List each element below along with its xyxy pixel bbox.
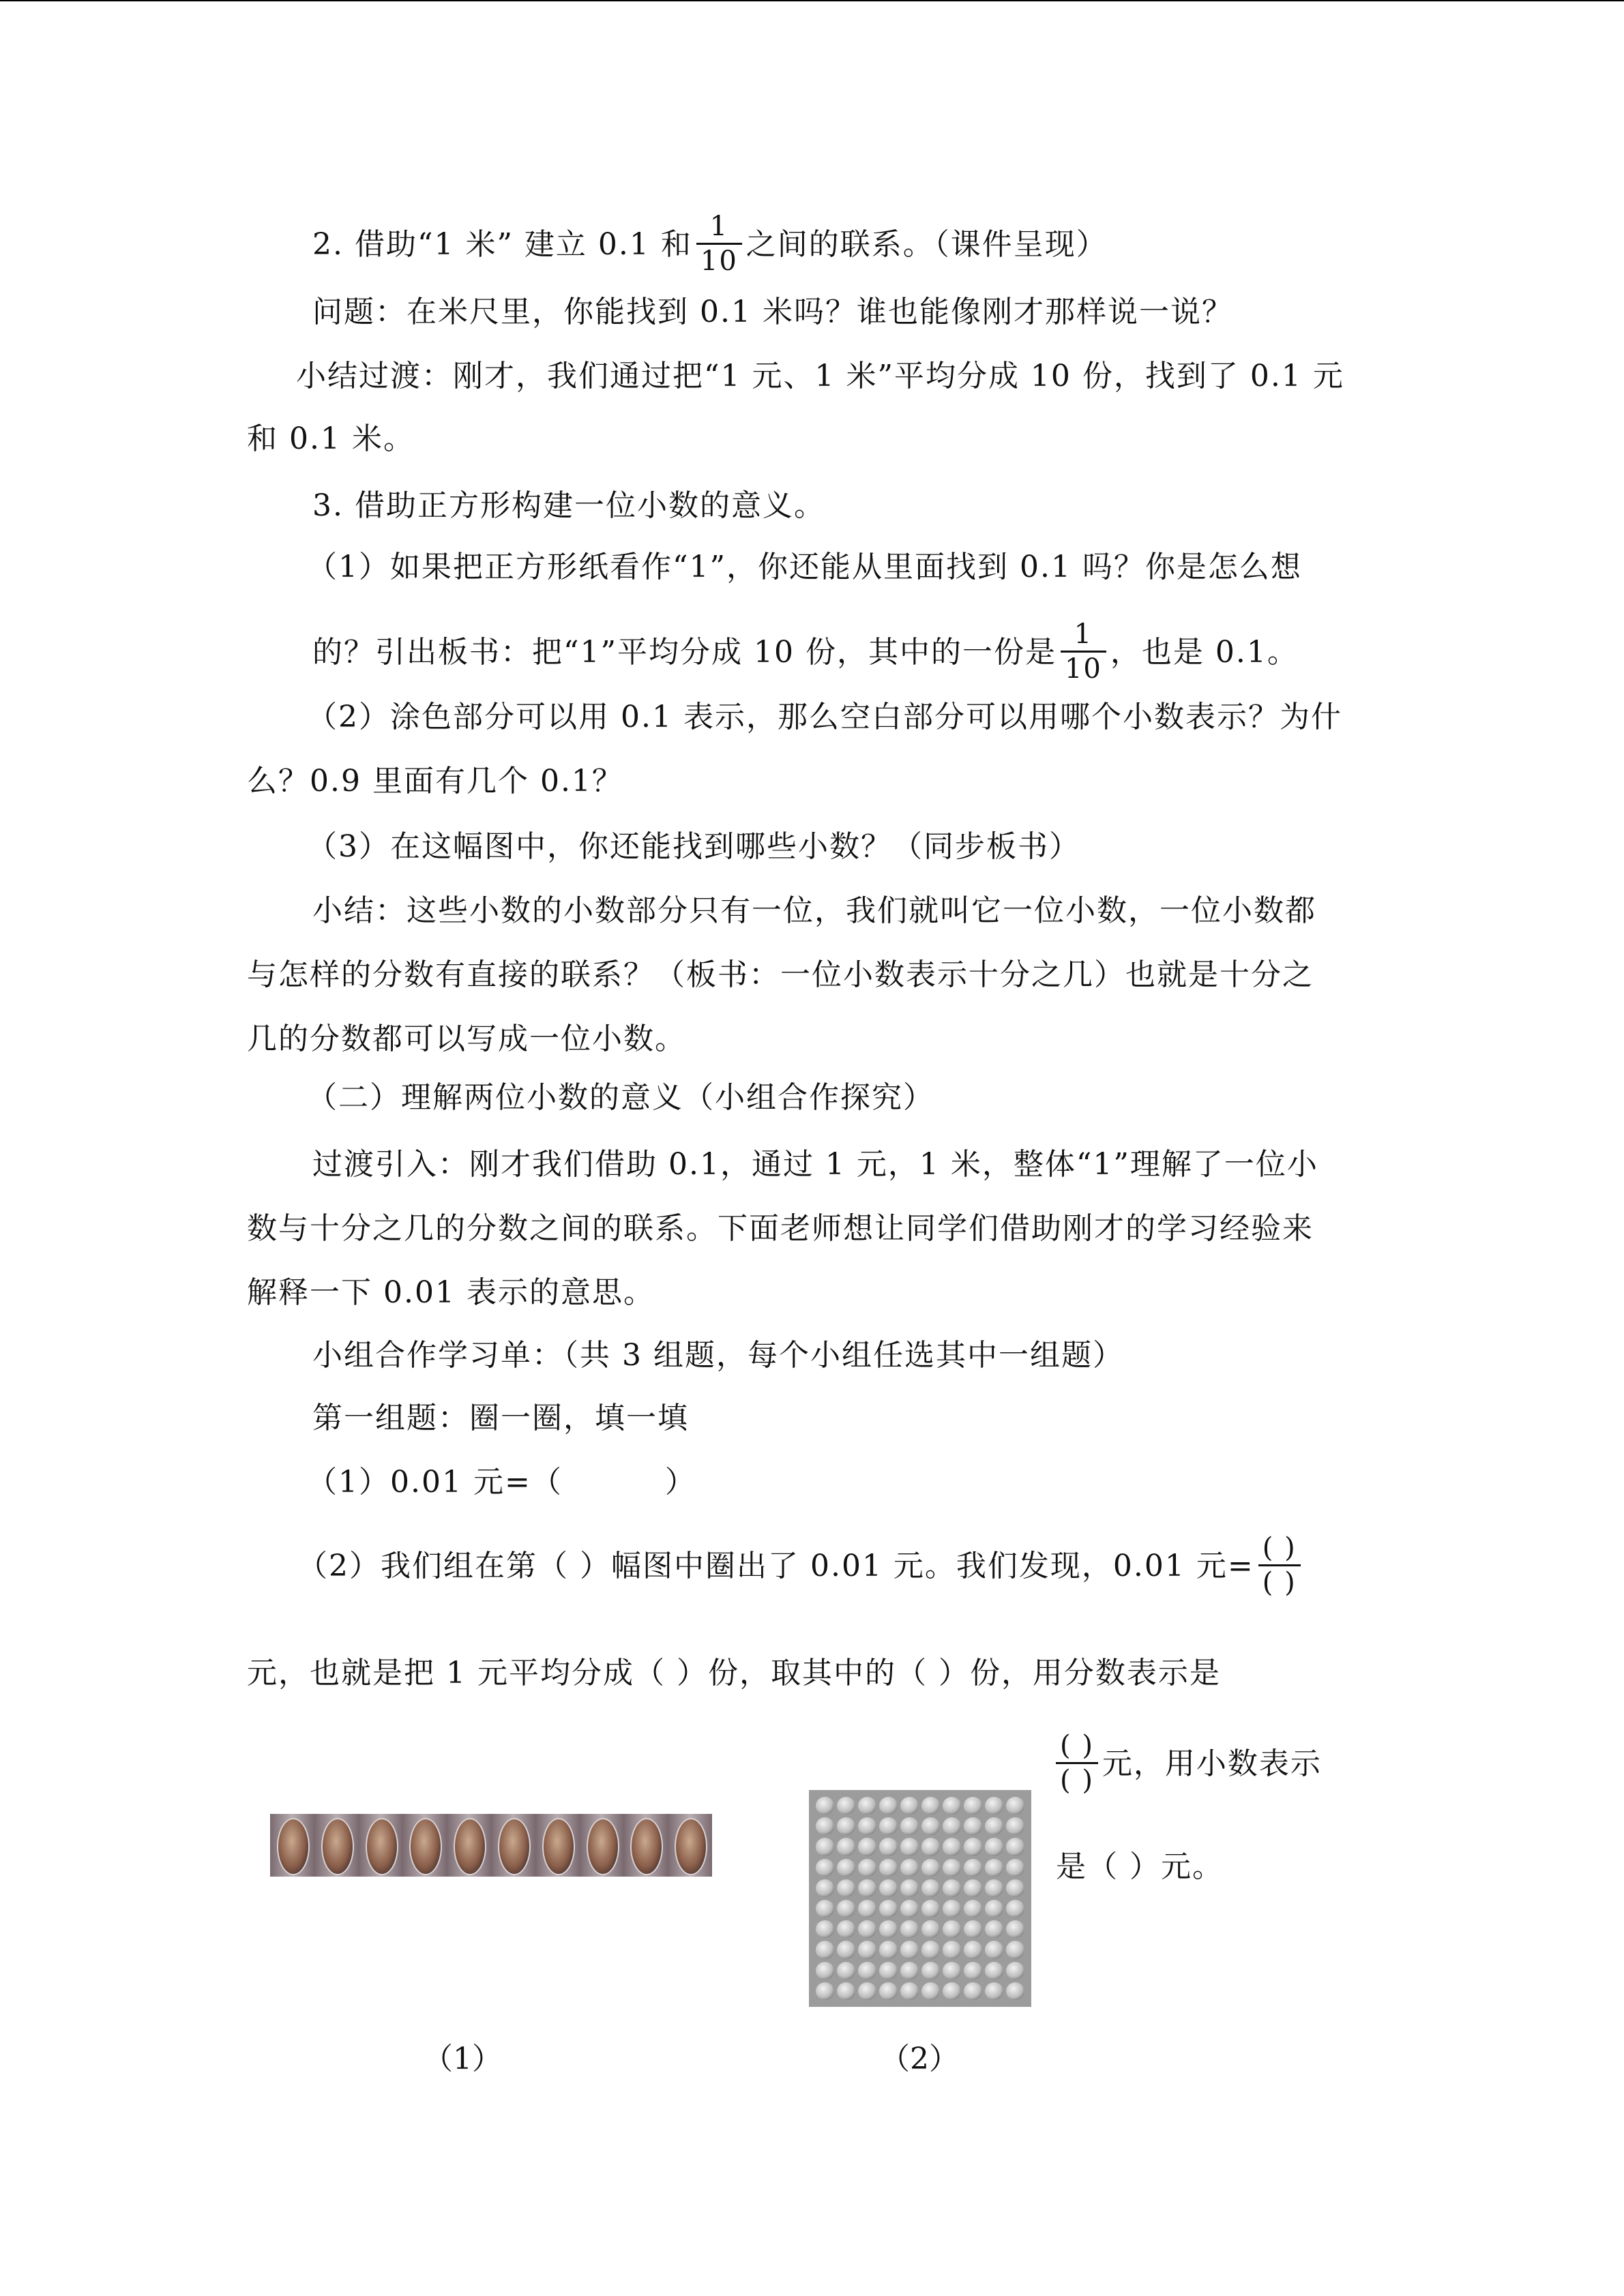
cent-coin-image bbox=[1006, 1920, 1024, 1938]
cent-coin-image bbox=[1006, 1962, 1024, 1980]
group-1-question-2-line-c bbox=[1056, 1732, 1322, 1800]
cent-coin-image bbox=[879, 1797, 898, 1815]
cent-coin-image bbox=[985, 1859, 1003, 1877]
cent-coin-image bbox=[1006, 1859, 1024, 1877]
hundred-one-cent-coins-image bbox=[809, 1790, 1031, 2007]
subsection-heading: （二）理解两位小数的意义（小组合作探究） bbox=[307, 1080, 934, 1115]
cent-coin-image bbox=[943, 1817, 961, 1835]
cent-coin-image bbox=[921, 1900, 940, 1918]
group-1-question-2-line-d: 是（ ）元。 bbox=[1056, 1849, 1224, 1884]
cent-coin-image bbox=[900, 1797, 919, 1815]
cent-coin-image bbox=[985, 1941, 1003, 1958]
text: 的？引出板书：把“1”平均分成 10 份，其中的一份是 bbox=[312, 635, 1057, 670]
cent-coin-image bbox=[921, 1941, 940, 1958]
cent-coin-image bbox=[943, 1962, 961, 1980]
cent-coin-image bbox=[943, 1900, 961, 1918]
part-1-line-b bbox=[312, 618, 1299, 688]
cent-coin-image bbox=[985, 1920, 1003, 1938]
cent-coin-image bbox=[985, 1817, 1003, 1835]
coin-image bbox=[535, 1814, 580, 1877]
cent-coin-image bbox=[964, 1879, 982, 1897]
cent-coin-image bbox=[879, 1920, 898, 1938]
summary-2-line-a: 小结：这些小数的小数部分只有一位，我们就叫它一位小数，一位小数都 bbox=[312, 893, 1316, 928]
cent-coin-image bbox=[943, 1920, 961, 1938]
fraction-blank bbox=[1258, 1532, 1301, 1599]
cent-coin-image bbox=[1006, 1982, 1024, 2000]
cent-coin-image bbox=[985, 1879, 1003, 1897]
cent-coin-image bbox=[858, 1920, 876, 1938]
cent-coin-image bbox=[964, 1817, 982, 1835]
cent-coin-image bbox=[943, 1879, 961, 1897]
cent-coin-image bbox=[837, 1962, 855, 1980]
coin-image bbox=[402, 1814, 447, 1877]
summary-2-line-c: 几的分数都可以写成一位小数。 bbox=[247, 1022, 686, 1056]
cent-coin-image bbox=[837, 1879, 855, 1897]
cent-coin-image bbox=[964, 1982, 982, 2000]
coin-image bbox=[580, 1814, 624, 1877]
cent-coin-image bbox=[1006, 1941, 1024, 1958]
cent-coin-image bbox=[921, 1920, 940, 1938]
figure-caption-2: （2） bbox=[880, 2042, 959, 2076]
coin-image bbox=[270, 1814, 314, 1877]
cent-coin-image bbox=[879, 1941, 898, 1958]
summary-2-line-b: 与怎样的分数有直接的联系？（板书：一位小数表示十分之几）也就是十分之 bbox=[247, 957, 1314, 992]
text: ） bbox=[664, 1465, 696, 1500]
coin-image bbox=[359, 1814, 403, 1877]
part-3-line: （3）在这幅图中，你还能找到哪些小数？（同步板书） bbox=[307, 829, 1080, 864]
numerator: 1 bbox=[696, 210, 742, 245]
cent-coin-image bbox=[1006, 1797, 1024, 1815]
group-1-question-2-line-b: 元，也就是把 1 元平均分成（ ）份，取其中的（ ）份，用分数表示是 bbox=[247, 1656, 1221, 1690]
cent-coin-image bbox=[879, 1900, 898, 1918]
cent-coin-image bbox=[964, 1900, 982, 1918]
cent-coin-image bbox=[921, 1879, 940, 1897]
cent-coin-image bbox=[858, 1838, 876, 1855]
cent-coin-image bbox=[900, 1879, 919, 1897]
text: 之间的联系。（课件呈现） bbox=[745, 227, 1108, 262]
cent-coin-image bbox=[879, 1879, 898, 1897]
cent-coin-image bbox=[858, 1797, 876, 1815]
cent-coin-image bbox=[900, 1982, 919, 2000]
cent-coin-image bbox=[985, 1797, 1003, 1815]
cent-coin-image bbox=[858, 1817, 876, 1835]
cent-coin-image bbox=[964, 1838, 982, 1855]
cent-coin-image bbox=[837, 1920, 855, 1938]
cent-coin-image bbox=[837, 1982, 855, 2000]
cent-coin-image bbox=[1006, 1900, 1024, 1918]
cent-coin-image bbox=[858, 1900, 876, 1918]
cent-coin-image bbox=[1006, 1879, 1024, 1897]
coin-image bbox=[491, 1814, 535, 1877]
cent-coin-image bbox=[921, 1797, 940, 1815]
worksheet-title: 小组合作学习单：（共 3 组题，每个小组任选其中一组题） bbox=[312, 1338, 1124, 1373]
cent-coin-image bbox=[900, 1941, 919, 1958]
cent-coin-image bbox=[837, 1941, 855, 1958]
page-top-border bbox=[0, 0, 1624, 1]
cent-coin-image bbox=[921, 1982, 940, 2000]
fraction-blank bbox=[1056, 1729, 1098, 1797]
cent-coin-image bbox=[837, 1900, 855, 1918]
cent-coin-image bbox=[943, 1797, 961, 1815]
figure-caption-1: （1） bbox=[423, 2042, 502, 2076]
fraction-one-tenth bbox=[1061, 618, 1106, 685]
section-3-heading: 3. 借助正方形构建一位小数的意义。 bbox=[312, 488, 825, 523]
cent-coin-image bbox=[985, 1838, 1003, 1855]
cent-coin-image bbox=[943, 1941, 961, 1958]
cent-coin-image bbox=[964, 1797, 982, 1815]
cent-coin-image bbox=[943, 1982, 961, 2000]
cent-coin-image bbox=[943, 1859, 961, 1877]
intro-line-b: 数与十分之几的分数之间的联系。下面老师想让同学们借助刚才的学习经验来 bbox=[247, 1211, 1314, 1246]
coin-image bbox=[314, 1814, 359, 1877]
cent-coin-image bbox=[858, 1859, 876, 1877]
fraction-one-tenth bbox=[696, 210, 742, 278]
cent-coin-image bbox=[837, 1797, 855, 1815]
cent-coin-image bbox=[1006, 1838, 1024, 1855]
part-2-line-b: 么？0.9 里面有几个 0.1？ bbox=[247, 764, 623, 799]
cent-coin-image bbox=[985, 1982, 1003, 2000]
part-2-line-a: （2）涂色部分可以用 0.1 表示，那么空白部分可以用哪个小数表示？为什 bbox=[307, 700, 1342, 734]
cent-coin-image bbox=[964, 1941, 982, 1958]
text: ，也是 0.1。 bbox=[1110, 635, 1299, 670]
cent-coin-image bbox=[900, 1838, 919, 1855]
cent-coin-image bbox=[943, 1838, 961, 1855]
summary-1-line-b: 和 0.1 米。 bbox=[247, 421, 415, 456]
cent-coin-image bbox=[921, 1817, 940, 1835]
cent-coin-image bbox=[816, 1859, 834, 1877]
cent-coin-image bbox=[921, 1859, 940, 1877]
numerator: 1 bbox=[1061, 618, 1106, 653]
cent-coin-image bbox=[900, 1962, 919, 1980]
group-1-question-1 bbox=[307, 1462, 696, 1503]
cent-coin-image bbox=[879, 1859, 898, 1877]
coin-image bbox=[447, 1814, 491, 1877]
cent-coin-image bbox=[900, 1920, 919, 1938]
denominator: 10 bbox=[700, 245, 738, 277]
cent-coin-image bbox=[900, 1900, 919, 1918]
intro-line-c: 解释一下 0.01 表示的意思。 bbox=[247, 1275, 655, 1310]
text: 2. 借助“1 米” 建立 0.1 和 bbox=[312, 227, 692, 262]
cent-coin-image bbox=[985, 1962, 1003, 1980]
denominator-blank: ( ) bbox=[1060, 1765, 1094, 1796]
intro-line-a: 过渡引入：刚才我们借助 0.1，通过 1 元，1 米，整体“1”理解了一位小 bbox=[312, 1147, 1318, 1182]
summary-1-line-a: 小结过渡：刚才，我们通过把“1 元、1 米”平均分成 10 份，找到了 0.1 元 bbox=[296, 359, 1344, 393]
cent-coin-image bbox=[964, 1859, 982, 1877]
cent-coin-image bbox=[837, 1859, 855, 1877]
part-1-line-a: （1）如果把正方形纸看作“1”，你还能从里面找到 0.1 吗？你是怎么想 bbox=[307, 550, 1302, 584]
cent-coin-image bbox=[816, 1941, 834, 1958]
numerator-blank: ( ) bbox=[1056, 1729, 1098, 1764]
cent-coin-image bbox=[900, 1817, 919, 1835]
cent-coin-image bbox=[879, 1817, 898, 1835]
cent-coin-image bbox=[1006, 1817, 1024, 1835]
denominator: 10 bbox=[1064, 653, 1102, 685]
coin-image bbox=[668, 1814, 712, 1877]
cent-coin-image bbox=[816, 1879, 834, 1897]
cent-coin-image bbox=[858, 1941, 876, 1958]
group-1-heading: 第一组题：圈一圈，填一填 bbox=[312, 1401, 689, 1435]
cent-coin-image bbox=[879, 1838, 898, 1855]
group-1-question-2-line-a bbox=[297, 1534, 1305, 1602]
question-line: 问题：在米尺里，你能找到 0.1 米吗？谁也能像刚才那样说一说？ bbox=[312, 295, 1233, 329]
cent-coin-image bbox=[900, 1859, 919, 1877]
denominator-blank: ( ) bbox=[1262, 1567, 1297, 1598]
cent-coin-image bbox=[858, 1982, 876, 2000]
text: 元，用小数表示 bbox=[1102, 1746, 1322, 1781]
cent-coin-image bbox=[964, 1962, 982, 1980]
cent-coin-image bbox=[837, 1838, 855, 1855]
cent-coin-image bbox=[985, 1900, 1003, 1918]
cent-coin-image bbox=[879, 1962, 898, 1980]
text: （2）我们组在第（ ）幅图中圈出了 0.01 元。我们发现，0.01 元= bbox=[297, 1549, 1254, 1583]
cent-coin-image bbox=[837, 1817, 855, 1835]
cent-coin-image bbox=[921, 1962, 940, 1980]
ten-one-yuan-coins-image bbox=[270, 1814, 712, 1877]
coin-image bbox=[623, 1814, 668, 1877]
cent-coin-image bbox=[879, 1982, 898, 2000]
cent-coin-image bbox=[816, 1982, 834, 2000]
cent-coin-image bbox=[858, 1962, 876, 1980]
cent-coin-image bbox=[816, 1920, 834, 1938]
cent-coin-image bbox=[858, 1879, 876, 1897]
cent-coin-image bbox=[816, 1797, 834, 1815]
cent-coin-image bbox=[816, 1900, 834, 1918]
text: （1）0.01 元=（ bbox=[307, 1465, 563, 1500]
cent-coin-image bbox=[816, 1817, 834, 1835]
cent-coin-image bbox=[964, 1920, 982, 1938]
cent-coin-image bbox=[816, 1962, 834, 1980]
numerator-blank: ( ) bbox=[1258, 1532, 1301, 1566]
cent-coin-image bbox=[816, 1838, 834, 1855]
section-2-line bbox=[312, 213, 1108, 280]
cent-coin-image bbox=[921, 1838, 940, 1855]
